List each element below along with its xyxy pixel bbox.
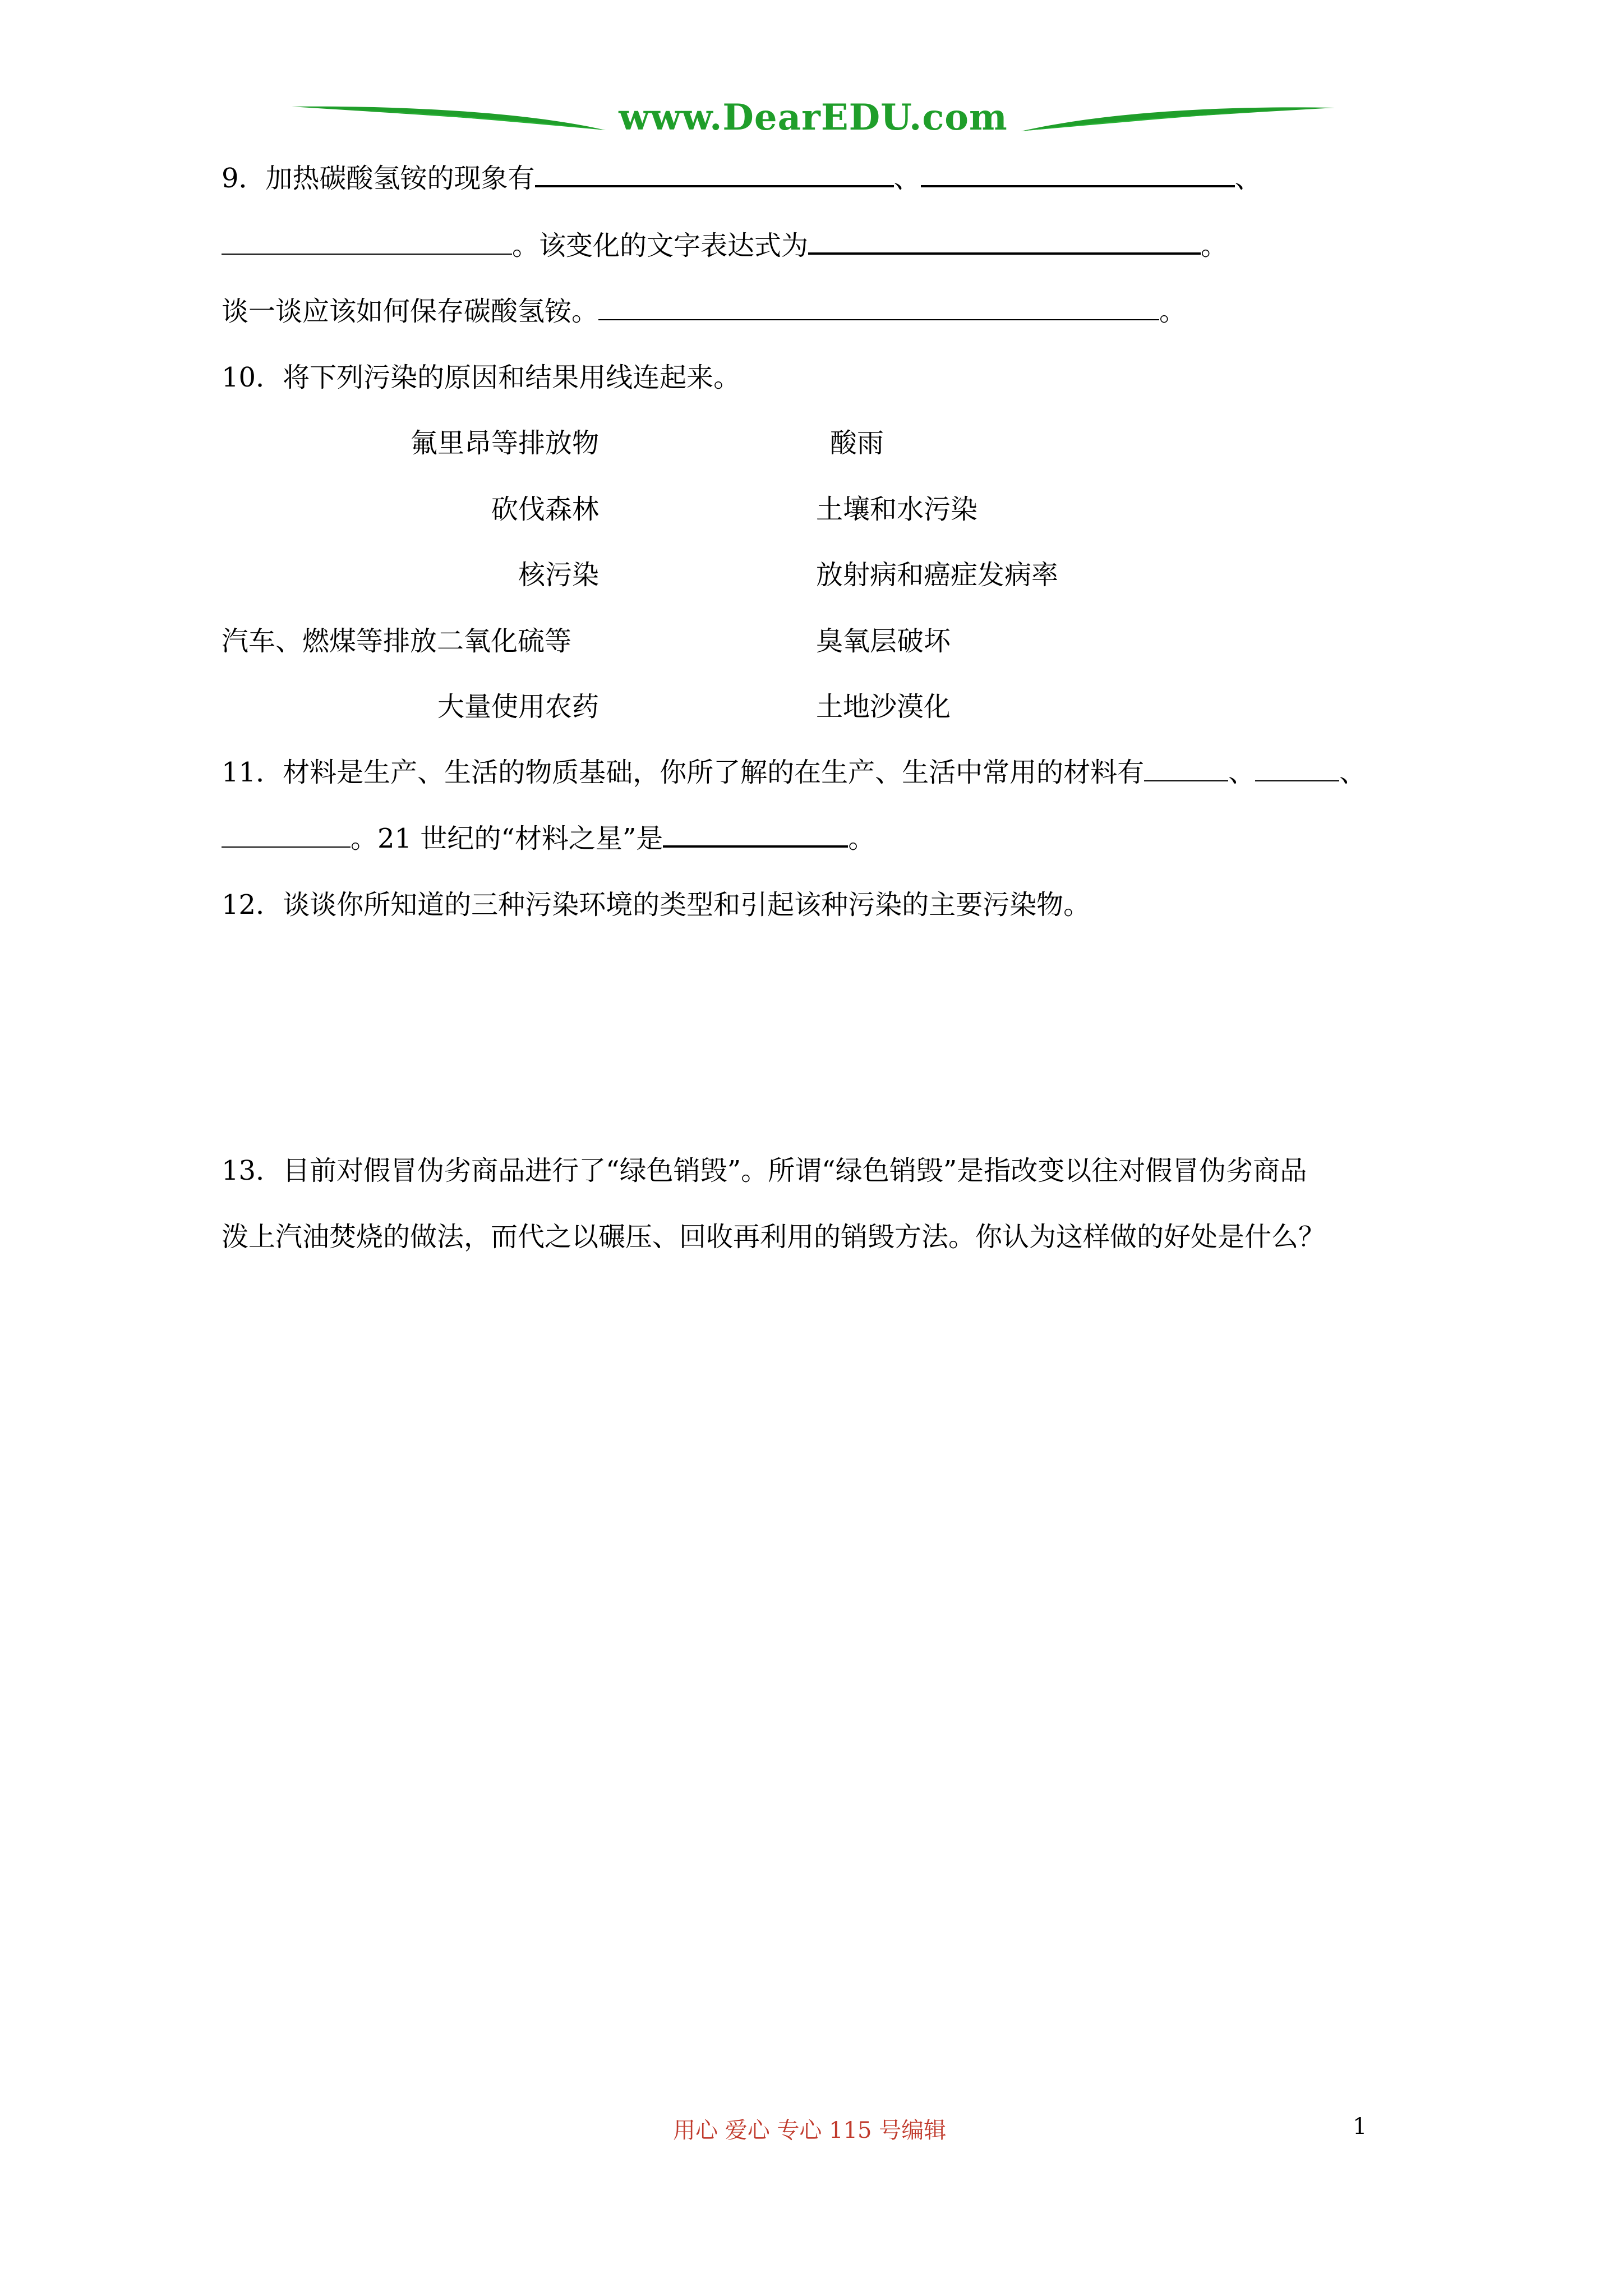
- answer-blank[interactable]: [663, 823, 848, 848]
- header-banner: [292, 95, 1335, 157]
- q11-text: 。21 世纪的“材料之星”是: [351, 823, 663, 854]
- effect-item: 放射病和癌症发病率: [816, 559, 1059, 591]
- q9-line2: [222, 229, 1228, 263]
- q11-line1: [222, 756, 1366, 789]
- answer-blank[interactable]: [1255, 758, 1339, 781]
- effect-item: 土壤和水污染: [816, 494, 978, 525]
- q9-line1: [222, 162, 1262, 195]
- answer-blank[interactable]: [222, 824, 351, 848]
- q13-line2: 泼上汽油焚烧的做法，而代之以碾压、回收再利用的销毁方法。你认为这样做的好处是什么？: [222, 1221, 1326, 1253]
- effect-item: 土地沙漠化: [816, 691, 951, 723]
- q13-line1: 13．目前对假冒伪劣商品进行了“绿色销毁”。所谓“绿色销毁”是指改变以往对假冒伪劣商品: [222, 1155, 1307, 1186]
- effect-item: 臭氧层破坏: [816, 625, 951, 657]
- separator: 、: [1234, 163, 1262, 194]
- period: 。: [848, 823, 875, 854]
- q10-question: 10．将下列污染的原因和结果用线连起来。: [222, 362, 741, 393]
- cause-item: 汽车、燃煤等排放二氧化硫等: [222, 625, 572, 657]
- answer-blank[interactable]: [921, 163, 1235, 187]
- cause-item: 核污染: [518, 559, 599, 591]
- answer-blank[interactable]: [598, 297, 1159, 320]
- cause-item: 大量使用农药: [437, 691, 599, 723]
- separator: 、: [893, 163, 921, 194]
- cause-item: 氟里昂等排放物: [410, 427, 599, 459]
- cause-item: 砍伐森林: [491, 494, 599, 525]
- q11-line2: [222, 822, 875, 855]
- footer-slogan: 用心 爱心 专心 115 号编辑: [673, 2118, 947, 2143]
- answer-blank[interactable]: [222, 231, 512, 255]
- q12-question: 12．谈谈你所知道的三种污染环境的类型和引起该种污染的主要污染物。: [222, 889, 1091, 921]
- site-logo-text: www.DearEDU.com: [619, 96, 1008, 139]
- answer-blank[interactable]: [1144, 758, 1228, 781]
- separator: 、: [1228, 757, 1256, 788]
- q9-text: 。该变化的文字表达式为: [512, 230, 809, 261]
- page-number: 1: [1353, 2114, 1367, 2139]
- effect-item: 酸雨: [830, 427, 884, 459]
- q9-line3: [222, 295, 1186, 328]
- q9-text: 9．加热碳酸氢铵的现象有: [222, 163, 535, 194]
- q9-text: 谈一谈应该如何保存碳酸氢铵。: [222, 296, 599, 327]
- answer-blank[interactable]: [535, 163, 894, 187]
- q11-text: 11．材料是生产、生活的物质基础，你所了解的在生产、生活中常用的材料有: [222, 757, 1145, 788]
- separator: 、: [1339, 757, 1367, 788]
- period: 。: [1201, 230, 1228, 261]
- period: 。: [1159, 296, 1187, 327]
- answer-blank[interactable]: [808, 230, 1201, 255]
